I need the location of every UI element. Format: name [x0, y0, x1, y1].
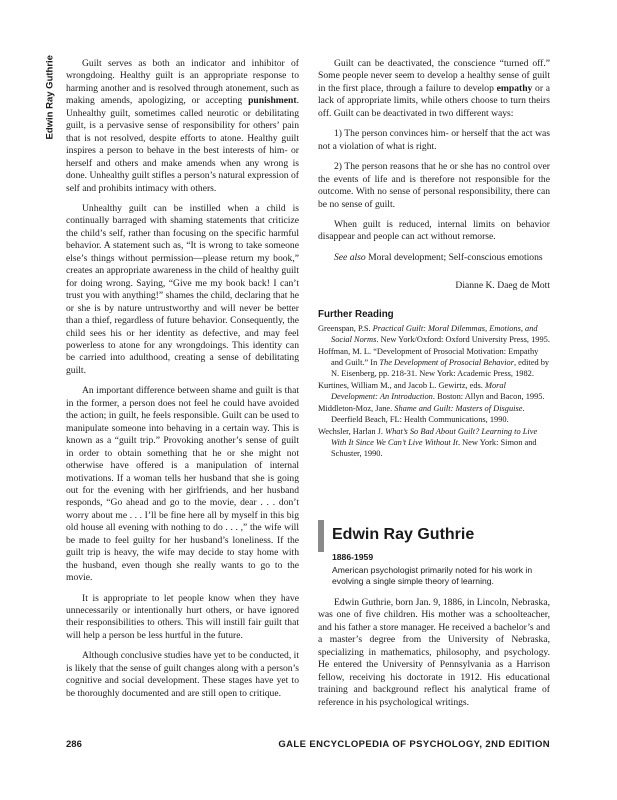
paragraph: When guilt is reduced, internal limits on behavior disappear and people can act without remorse.: [318, 218, 550, 243]
page-number: 286: [66, 739, 82, 750]
entry-body: [318, 597, 550, 709]
reference-item: Hoffman, M. L. “Development of Prosocial Motivation: Empathy and Guilt.” In The Development of Prosocial Behavior, edited by N. Eisenberg, pp. 218-31. New York: Academic Press, 1982.: [318, 347, 550, 379]
reference-list: [318, 323, 550, 459]
author-signature: Dianne K. Daeg de Mott: [455, 280, 550, 292]
paragraph: An important difference between shame and guilt is that in the former, a person does not feel he could have avoided the action; in guilt, he feels responsible. Guilt can be used to manipulate someone into behaving in a certain way. This is known as a “guilt trip.” Provoking another’s sense of guilt in order to obtain something that he or she might not otherwise have offered is a manipulation of internal motivations. If a woman tells her husband that she is going out for the evening with her girlfriends, and her husband responds, “Go ahead and go to the movie, dear . . . don’t worry about me . . . I’ll be fine here all by myself in this big old house all evening with nothing to do . . . ,” the wife will be made to feel guilty for her husband’s loneliness. If the guilt trip is heavy, the wife may decide to stay home with the husband, even though she really wants to go to the movie.: [66, 385, 299, 584]
term-punishment[interactable]: punishment: [248, 95, 297, 107]
entry-dates: 1886-1959: [332, 552, 374, 562]
entry-description: American psychologist primarily noted for his work in evolving a single simple theory of learning.: [332, 565, 533, 586]
paragraph: It is appropriate to let people know when they have unnecessarily or intentionally hurt others, or have ignored their responsibilities to others. This will instill fair guilt that will help a person be less hurtful in the future.: [66, 592, 299, 641]
paragraph: Unhealthy guilt can be instilled when a child is continually barraged with shaming statements that criticize the child’s self, rather than focusing on the specific harmful behavior. A statement such as, “It is wrong to take someone else’s things without permission—please return my book,” creates an appropriate awareness in the child of healthy guilt for doing wrong. Saying, “Give me my book back! I can’t trust you with anything!” shames the child, declaring that he or she is by nature untrustworthy and will never be better than a thief, regardless of future behavior. Consequently, the child sees his or her identity as defective, and may feel powerless to atone for any wrongdoings. This identity can be carried into adulthood, creating a sense of debilitating guilt.: [66, 202, 299, 376]
running-head-text: Edwin Ray Guthrie: [44, 55, 56, 140]
entry-title-bar: [318, 520, 324, 552]
paragraph: Guilt serves as both an indicator and inhibitor of wrongdoing. Healthy guilt is an appropriate response to harming another and is resolved through atonement, such as making amends, apologizing, or accepting punishment. Unhealthy guilt, sometimes called neurotic or debilitating guilt, is a pervasive sense of responsibility for others’ pain that is not resolved, despite efforts to atone. Healthy guilt inspires a person to behave in the best interests of him- or herself and others and make amends when any wrong is done. Unhealthy guilt stifles a person’s natural expression of self and prohibits intimacy with others.: [66, 58, 299, 194]
list-item: 1) The person convinces him- or herself that the act was not a violation of what is right.: [318, 128, 550, 152]
left-column: [66, 58, 299, 708]
reference-item: Kurtines, William M., and Jacob L. Gewirtz, eds. Moral Development: An Introduction. Boston: Allyn and Bacon, 1995.: [318, 381, 545, 402]
paragraph: Although conclusive studies have yet to be conducted, it is likely that the sense of guilt changes along with a person’s cognitive and social development. These stages have yet to be thoroughly documented and are still open to critique.: [66, 650, 299, 699]
further-reading-heading: Further Reading: [318, 308, 394, 320]
paragraph: Guilt can be deactivated, the conscience “turned off.” Some people never seem to develop a healthy sense of guilt in the first place, through a failure to develop empathy or a lack of appropriate limits, while others choose to turn theirs off. Guilt can be deactivated in two different ways:: [318, 58, 551, 119]
reference-item: Wechsler, Harlan J. What’s So Bad About Guilt? Learning to Live With It Since We Can’t Live Without It. New York: Simon and Schuster, 1990.: [318, 427, 538, 459]
entry-title: Edwin Ray Guthrie: [332, 526, 475, 543]
running-head: [38, 55, 56, 140]
publication-title: GALE ENCYCLOPEDIA OF PSYCHOLOGY, 2ND EDITION: [278, 739, 550, 750]
reference-item: Middleton-Moz, Jane. Shame and Guilt: Masters of Disguise. Deerfield Beach, FL: Health Communications, 1990.: [318, 404, 525, 425]
see-also-label: See also: [334, 251, 366, 263]
see-also-links[interactable]: Moral development; Self-conscious emotions: [365, 251, 543, 263]
list-item: 2) The person reasons that he or she has no control over the events of life and is therefore not responsible for the outcome. With no sense of personal responsibility, there can be no sense of guilt.: [318, 161, 550, 210]
reference-item: Greenspan, P.S. Practical Guilt: Moral Dilemmas, Emotions, and Social Norms. New York/Oxford: Oxford University Press, 1995.: [318, 324, 550, 345]
paragraph: Edwin Guthrie, born Jan. 9, 1886, in Lincoln, Nebraska, was one of five children. His mother was a schoolteacher, and his father a store manager. He received a bachelor’s and a master’s degree from the University of Nebraska, specializing in mathematics, philosophy, and psychology. He entered the University of Pennsylvania as a Harrison fellow, receiving his doctorate in 1912. His educational training and background reflect his analytical frame of reference in his psychological writings.: [318, 597, 550, 708]
right-column: [318, 58, 550, 460]
see-also: [318, 252, 550, 264]
term-empathy[interactable]: empathy: [496, 82, 533, 94]
